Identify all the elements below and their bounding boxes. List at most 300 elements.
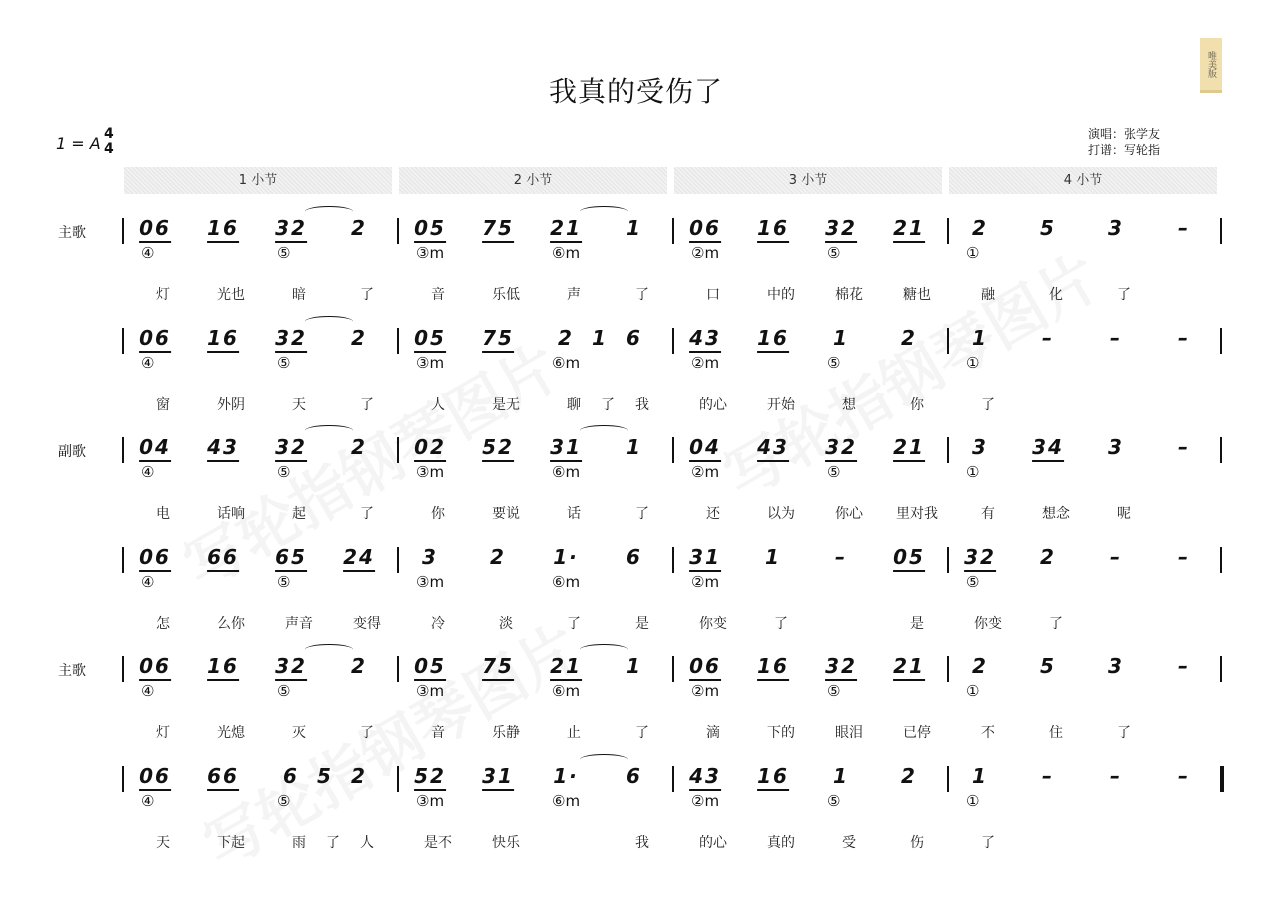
lyric: 了 [360, 396, 374, 413]
slur [305, 316, 353, 327]
note: 75 [482, 216, 514, 243]
note: 16 [207, 216, 239, 243]
lyric: 我 [635, 396, 649, 413]
chord-label: ⑤ [277, 682, 291, 700]
chord-finger-marker [966, 573, 979, 591]
note: 1 [833, 763, 849, 788]
chord-finger-marker [552, 573, 580, 591]
key-signature: 1 = A [56, 134, 101, 153]
lyric: 还 [706, 506, 720, 522]
chord-label: ④ [141, 572, 155, 591]
barline [947, 547, 949, 573]
note: 31 [689, 545, 721, 572]
lyric: 你变 [974, 615, 1002, 632]
lyric: 想念 [1042, 506, 1070, 522]
barline [672, 547, 674, 573]
barline [947, 437, 949, 463]
note: 1 [626, 435, 642, 459]
lyric: 眼泪 [835, 725, 863, 741]
chord-label: ④ [141, 791, 155, 810]
note: 2 [351, 216, 367, 240]
measure-header-1: 1 小节 [124, 167, 392, 194]
lyric: 变得 [353, 615, 381, 632]
lyric: 了 [981, 834, 995, 851]
chord-finger-marker [966, 354, 979, 372]
barline [672, 766, 674, 792]
barline [1220, 656, 1222, 682]
note: 21 [893, 435, 925, 462]
lyric: 了 [360, 725, 374, 741]
note: 1 [592, 325, 608, 350]
note: 02 [414, 435, 446, 462]
chord-label: ⑤ [277, 244, 291, 262]
note: 65 [275, 545, 307, 572]
chord-finger-marker [691, 573, 719, 591]
chord-finger-marker [966, 244, 979, 262]
time-signature [104, 127, 114, 157]
note: 32 [825, 216, 857, 243]
barline [947, 766, 949, 792]
edition-stamp: 唯美版 [1200, 38, 1222, 93]
chord-finger-marker [691, 354, 719, 372]
lyric: 外阴 [217, 396, 245, 413]
chord-finger-marker [827, 792, 840, 810]
barline [397, 437, 399, 463]
chord-finger-marker [141, 792, 154, 810]
lyric: 不 [981, 725, 995, 741]
chord-finger-marker [141, 573, 154, 591]
note: 1· [553, 763, 579, 788]
lyric: 想 [842, 396, 856, 413]
barline [397, 656, 399, 682]
note: 32 [825, 435, 857, 462]
lyric: 天 [156, 834, 170, 851]
section-label: 副歌 [58, 444, 86, 460]
note: 1 [972, 325, 988, 350]
note: 06 [139, 216, 171, 243]
note: 16 [757, 764, 789, 791]
hold-dash: – [1110, 325, 1122, 350]
note: 16 [207, 654, 239, 681]
hold-dash: – [1178, 544, 1190, 569]
lyric: 灯 [156, 725, 170, 741]
note: 2 [351, 325, 367, 350]
lyric: 开始 [767, 396, 795, 413]
note: 16 [757, 326, 789, 353]
lyric: 了 [981, 396, 995, 413]
lyric: 我 [635, 834, 649, 851]
lyric: 了 [601, 396, 615, 413]
note: 21 [893, 216, 925, 243]
lyric: 暗 [292, 287, 306, 303]
lyric: 滴 [706, 725, 720, 741]
lyric: 了 [326, 834, 340, 851]
note: 16 [757, 654, 789, 681]
barline [1220, 218, 1222, 244]
note: 1· [553, 544, 579, 569]
note: 3 [1108, 216, 1124, 240]
chord-finger-marker [416, 573, 444, 591]
note: 16 [757, 216, 789, 243]
chord-label: ③m [416, 682, 445, 700]
hold-dash: – [1178, 216, 1190, 240]
note: 43 [689, 326, 721, 353]
section-label: 主歌 [58, 663, 86, 679]
measure-header-4: 4 小节 [949, 167, 1217, 194]
slur [580, 754, 628, 765]
note: 21 [550, 654, 582, 681]
time-signature-top: 4 [104, 126, 114, 142]
lyric: 天 [292, 396, 306, 413]
note: 1 [972, 763, 988, 788]
note: 6 [626, 544, 642, 569]
note: 3 [1108, 654, 1124, 678]
note: 16 [207, 326, 239, 353]
barline [672, 656, 674, 682]
lyric: 灭 [292, 725, 306, 741]
chord-finger-marker [966, 463, 979, 481]
section-label: 主歌 [58, 225, 86, 241]
lyric: 是不 [424, 834, 452, 851]
chord-finger-marker [416, 682, 444, 700]
note: 32 [275, 654, 307, 681]
barline [672, 328, 674, 354]
note: 43 [689, 764, 721, 791]
lyric: 的心 [699, 396, 727, 413]
note: 32 [964, 545, 996, 572]
lyric: 雨 [292, 834, 306, 851]
note: 1 [626, 216, 642, 240]
measure-header-3: 3 小节 [674, 167, 942, 194]
chord-finger-marker [827, 354, 840, 372]
lyric: 你 [431, 506, 445, 522]
lyric: 止 [567, 725, 581, 741]
transcriber-credit: 打谱：写轮指 [1088, 143, 1161, 157]
chord-label: ②m [691, 353, 720, 372]
chord-label: ⑥m [552, 463, 581, 481]
hold-dash: – [1178, 435, 1190, 459]
chord-label: ⑤ [827, 244, 841, 262]
singer-credit: 演唱：张学友 [1088, 127, 1161, 141]
note: 66 [207, 545, 239, 572]
chord-label: ③m [416, 353, 445, 372]
lyric: 要说 [492, 506, 520, 522]
watermark [187, 601, 594, 885]
note: 6 [283, 763, 299, 788]
lyric: 以为 [767, 506, 795, 522]
lyric: 里对我 [896, 506, 938, 522]
note: 2 [351, 435, 367, 459]
chord-finger-marker [141, 244, 154, 262]
chord-label: ⑥m [552, 791, 581, 810]
lyric: 音 [431, 725, 445, 741]
note: 2 [558, 325, 574, 350]
chord-finger-marker [552, 354, 580, 372]
note: 21 [550, 216, 582, 243]
note: 3 [422, 544, 438, 569]
note: 2 [972, 216, 988, 240]
chord-finger-marker [141, 682, 154, 700]
chord-label: ⑥m [552, 572, 581, 591]
chord-label: ⑥m [552, 353, 581, 372]
slur [580, 425, 628, 436]
barline [672, 218, 674, 244]
lyric: 有 [981, 506, 995, 522]
lyric: 口 [706, 287, 720, 303]
barline [672, 437, 674, 463]
chord-label: ⑤ [277, 572, 291, 591]
lyric: 已停 [903, 725, 931, 741]
chord-finger-marker [691, 792, 719, 810]
barline [397, 766, 399, 792]
lyric: 冷 [431, 615, 445, 632]
watermark [707, 231, 1114, 515]
note: 2 [1040, 544, 1056, 569]
lyric: 了 [635, 506, 649, 522]
chord-label: ⑤ [827, 353, 841, 372]
note: 32 [275, 216, 307, 243]
note: 05 [893, 545, 925, 572]
hold-dash: – [1178, 763, 1190, 788]
chord-label: ④ [141, 353, 155, 372]
note: 2 [901, 763, 917, 788]
hold-dash: – [1042, 325, 1054, 350]
lyric: 话 [567, 506, 581, 522]
note: 05 [414, 326, 446, 353]
final-barline [1220, 766, 1224, 792]
chord-finger-marker [552, 682, 580, 700]
lyric: 声 [567, 287, 581, 303]
lyric: 了 [1049, 615, 1063, 632]
note: 52 [414, 764, 446, 791]
note: 2 [351, 763, 367, 788]
note: 52 [482, 435, 514, 462]
note: 1 [833, 325, 849, 350]
measure-header-2: 2 小节 [399, 167, 667, 194]
lyric: 了 [360, 287, 374, 303]
chord-finger-marker [416, 792, 444, 810]
chord-finger-marker [416, 244, 444, 262]
chord-label: ① [966, 353, 980, 372]
note: 5 [1040, 654, 1056, 678]
barline [122, 218, 124, 244]
lyric: 下起 [217, 834, 245, 851]
lyric: 下的 [767, 725, 795, 741]
lyric: 光熄 [217, 725, 245, 741]
lyric: 了 [1117, 725, 1131, 741]
lyric: 了 [567, 615, 581, 632]
note: 06 [139, 654, 171, 681]
lyric: 真的 [767, 834, 795, 851]
hold-dash: – [1110, 763, 1122, 788]
chord-finger-marker [966, 682, 979, 700]
chord-label: ⑤ [827, 791, 841, 810]
lyric: 光也 [217, 287, 245, 303]
lyric: 了 [635, 287, 649, 303]
note: 34 [1032, 435, 1064, 462]
chord-finger-marker [416, 463, 444, 481]
chord-finger-marker [277, 354, 290, 372]
chord-finger-marker [277, 463, 290, 481]
chord-label: ②m [691, 791, 720, 810]
note: 24 [343, 545, 375, 572]
barline [397, 547, 399, 573]
chord-label: ⑥m [552, 244, 581, 262]
note: 04 [139, 435, 171, 462]
lyric: 你变 [699, 615, 727, 632]
barline [122, 437, 124, 463]
chord-finger-marker [277, 573, 290, 591]
lyric: 淡 [499, 615, 513, 632]
note: 75 [482, 326, 514, 353]
chord-finger-marker [827, 463, 840, 481]
lyric: 棉花 [835, 287, 863, 303]
lyric: 是 [635, 615, 649, 632]
note: 31 [482, 764, 514, 791]
note: 31 [550, 435, 582, 462]
chord-label: ⑤ [277, 791, 291, 810]
barline [397, 218, 399, 244]
note: 32 [275, 435, 307, 462]
lyric: 乐静 [492, 725, 520, 741]
note: 2 [351, 654, 367, 678]
chord-finger-marker [691, 463, 719, 481]
lyric: 的心 [699, 834, 727, 851]
hold-dash: – [1042, 763, 1054, 788]
chord-finger-marker [691, 244, 719, 262]
note: 06 [689, 654, 721, 681]
hold-dash: – [1110, 544, 1122, 569]
note: 5 [317, 763, 333, 788]
note: 2 [972, 654, 988, 678]
note: 43 [757, 435, 789, 462]
chord-finger-marker [416, 354, 444, 372]
chord-finger-marker [827, 244, 840, 262]
note: 05 [414, 216, 446, 243]
note: 04 [689, 435, 721, 462]
note: 06 [689, 216, 721, 243]
note: 21 [893, 654, 925, 681]
note: 06 [139, 326, 171, 353]
lyric: 乐低 [492, 287, 520, 303]
note: 3 [972, 435, 988, 459]
lyric: 人 [431, 396, 445, 413]
chord-label: ⑤ [966, 572, 980, 591]
lyric: 声音 [285, 615, 313, 632]
note: 06 [139, 764, 171, 791]
lyric: 化 [1049, 287, 1063, 303]
lyric: 窗 [156, 396, 170, 413]
chord-label: ④ [141, 682, 155, 700]
lyric: 么你 [217, 615, 245, 632]
chord-label: ③m [416, 572, 445, 591]
lyric: 音 [431, 287, 445, 303]
lyric: 起 [292, 506, 306, 522]
lyric: 你 [910, 396, 924, 413]
slur [305, 206, 353, 217]
lyric: 住 [1049, 725, 1063, 741]
note: 1 [765, 544, 781, 569]
hold-dash: – [835, 544, 847, 569]
hold-dash: – [1178, 325, 1190, 350]
lyric: 了 [360, 506, 374, 522]
barline [122, 547, 124, 573]
barline [1220, 328, 1222, 354]
chord-finger-marker [141, 354, 154, 372]
chord-label: ③m [416, 791, 445, 810]
chord-finger-marker [691, 682, 719, 700]
chord-label: ⑤ [277, 353, 291, 372]
note: 06 [139, 545, 171, 572]
note: 1 [626, 654, 642, 678]
lyric: 聊 [567, 396, 581, 413]
note: 5 [1040, 216, 1056, 240]
barline [122, 656, 124, 682]
barline [1220, 437, 1222, 463]
barline [1220, 547, 1222, 573]
chord-label: ③m [416, 463, 445, 481]
slur [580, 206, 628, 217]
lyric: 了 [1117, 287, 1131, 303]
chord-label: ① [966, 682, 980, 700]
note: 75 [482, 654, 514, 681]
chord-finger-marker [277, 792, 290, 810]
lyric: 融 [981, 287, 995, 303]
barline [122, 328, 124, 354]
song-title: 我真的受伤了 [548, 75, 723, 108]
slur [580, 644, 628, 655]
lyric: 受 [842, 834, 856, 851]
chord-label: ⑤ [277, 463, 291, 481]
note: 2 [490, 544, 506, 569]
chord-label: ① [966, 791, 980, 810]
chord-finger-marker [277, 682, 290, 700]
note: 6 [626, 325, 642, 350]
chord-finger-marker [827, 682, 840, 700]
note: 43 [207, 435, 239, 462]
note: 05 [414, 654, 446, 681]
lyric: 伤 [910, 834, 924, 851]
credits [1088, 126, 1160, 158]
note: 3 [1108, 435, 1124, 459]
chord-label: ②m [691, 463, 720, 481]
lyric: 是无 [492, 396, 520, 413]
note: 2 [901, 325, 917, 350]
lyric: 是 [910, 615, 924, 632]
lyric: 人 [360, 834, 374, 851]
chord-label: ④ [141, 244, 155, 262]
note: 32 [275, 326, 307, 353]
chord-label: ⑤ [827, 682, 841, 700]
lyric: 了 [635, 725, 649, 741]
lyric: 电 [156, 506, 170, 522]
lyric: 话响 [217, 506, 245, 522]
note: 66 [207, 764, 239, 791]
lyric: 灯 [156, 287, 170, 303]
chord-finger-marker [277, 244, 290, 262]
note: 32 [825, 654, 857, 681]
hold-dash: – [1178, 654, 1190, 678]
chord-finger-marker [966, 792, 979, 810]
chord-label: ① [966, 463, 980, 481]
lyric: 了 [774, 615, 788, 632]
lyric: 呢 [1117, 506, 1131, 522]
lyric: 糖也 [903, 287, 931, 303]
barline [947, 656, 949, 682]
time-signature-bottom: 4 [104, 141, 114, 157]
lyric: 快乐 [492, 834, 520, 851]
chord-finger-marker [552, 792, 580, 810]
